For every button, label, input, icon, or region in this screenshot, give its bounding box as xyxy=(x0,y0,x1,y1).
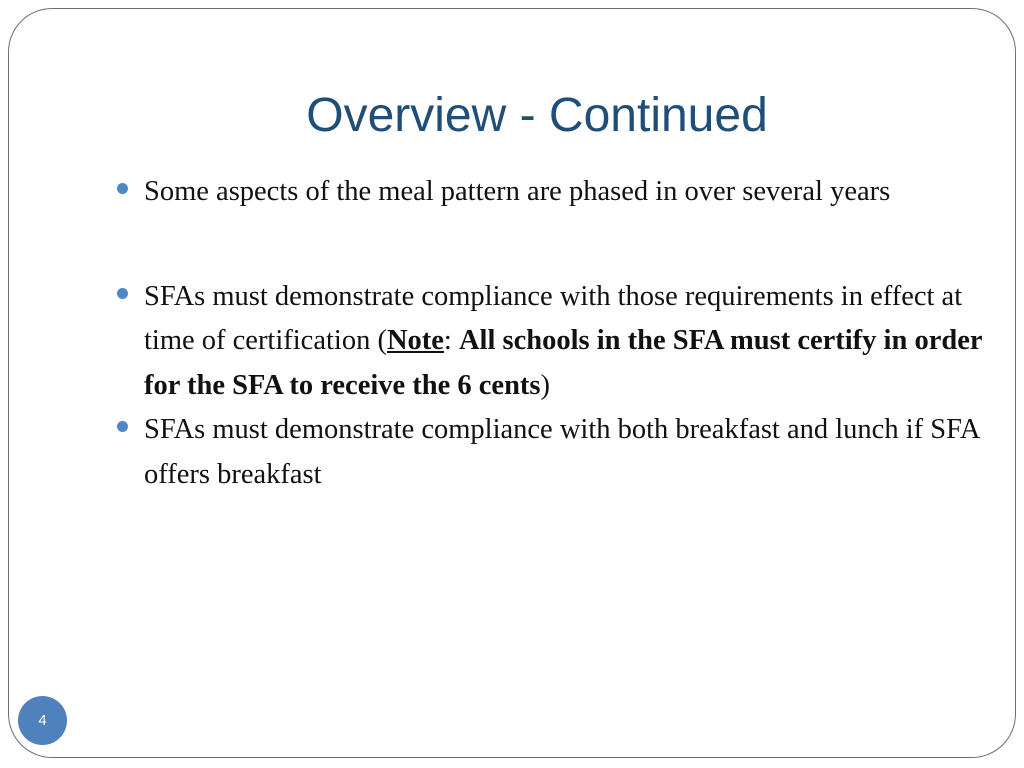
bullet-item xyxy=(116,408,986,497)
slide-title: Overview - Continued xyxy=(306,89,768,142)
bullet-text: SFAs must demonstrate compliance with both breakfast and lunch if SFA offers breakfast xyxy=(144,414,979,490)
note-label: Note xyxy=(386,325,444,356)
bullet-item xyxy=(116,275,986,409)
note-colon: : xyxy=(443,325,459,356)
bullet-text: SFAs must demonstrate compliance with those requirements in effect at time of certification ( xyxy=(144,280,963,356)
bullet-item xyxy=(116,170,986,215)
bullet-dot-icon xyxy=(117,421,128,432)
bullet-dot-icon xyxy=(117,288,128,299)
slide-number-badge: 4 xyxy=(18,696,67,745)
bullet-list xyxy=(116,170,986,497)
bullet-dot-icon xyxy=(117,183,128,194)
bullet-text-end: ) xyxy=(540,369,551,401)
bullet-text: Some aspects of the meal pattern are phased in over several years xyxy=(144,176,891,207)
note-bold-text: All schools in the SFA must certify in order for the SFA to receive the 6 cents xyxy=(144,325,982,401)
